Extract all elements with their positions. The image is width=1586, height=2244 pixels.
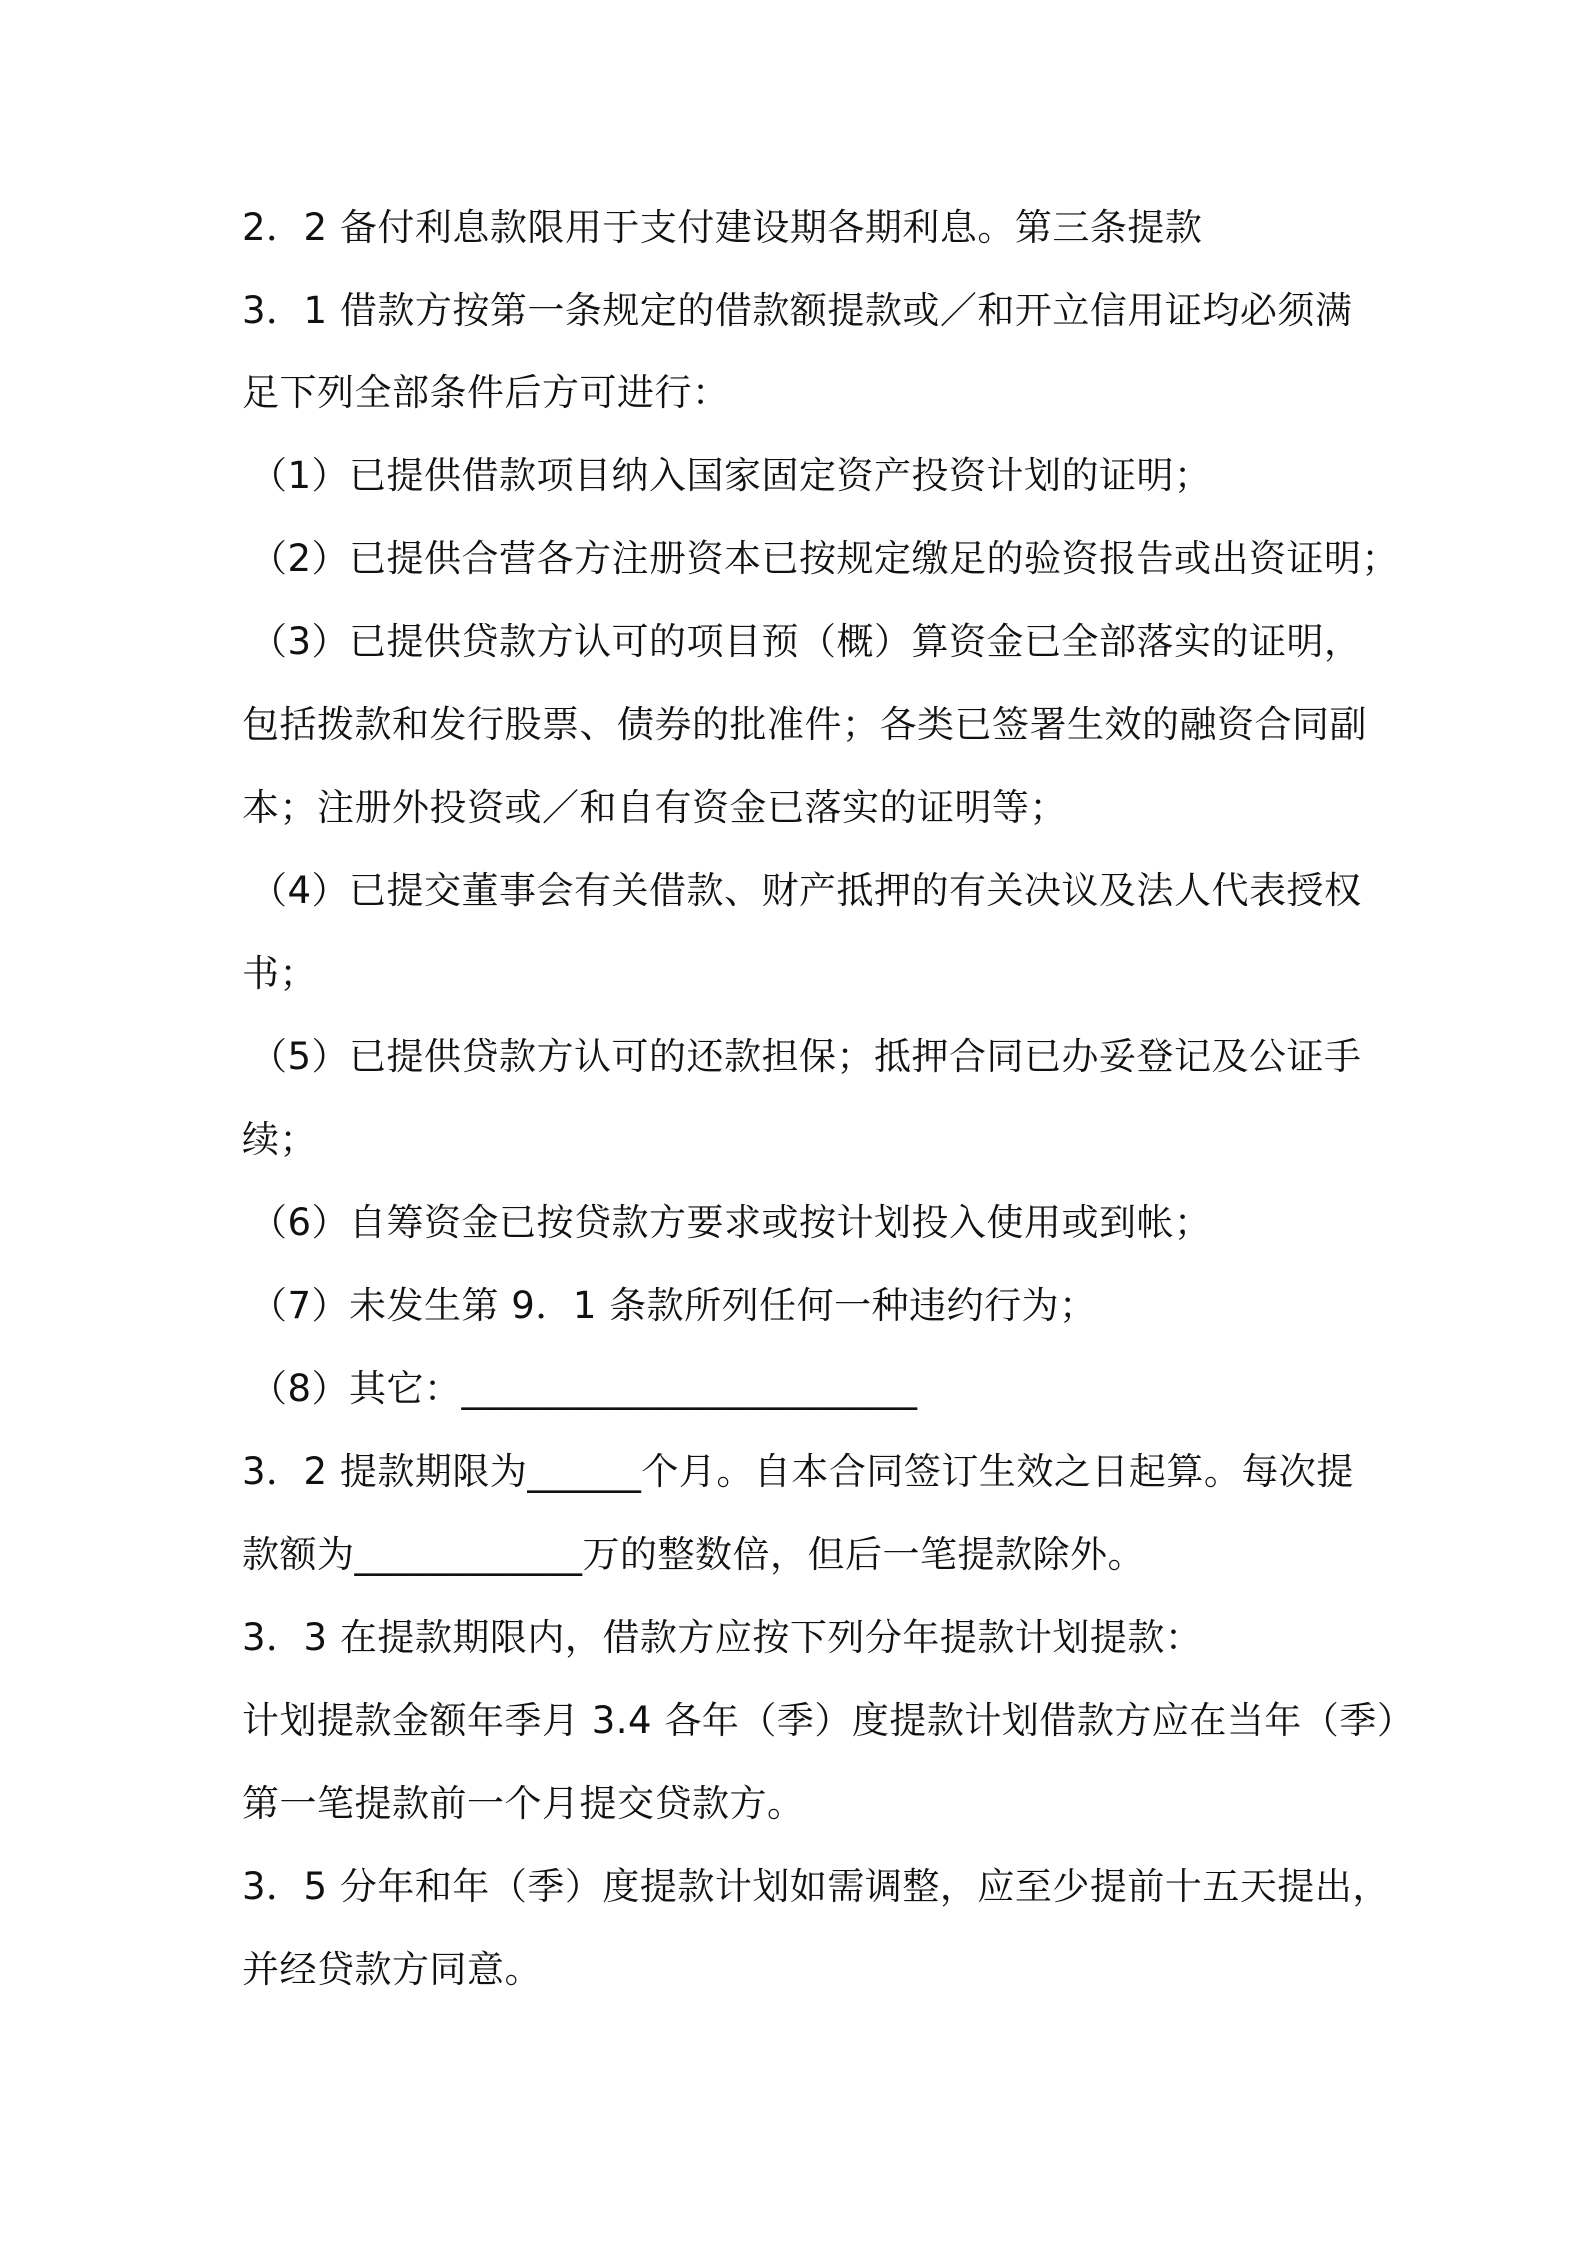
text-line: 2．2 备付利息款限用于支付建设期各期利息。第三条提款 [242,206,1203,249]
text-line: （8）其它：________________________ [250,1367,918,1410]
text-line: （1）已提供借款项目纳入国家固定资产投资计划的证明； [250,454,1212,497]
text-line: 第一笔提款前一个月提交贷款方。 [242,1782,805,1825]
text-line: 本；注册外投资或／和自有资金已落实的证明等； [242,786,1067,829]
text-line: 续； [242,1118,317,1161]
text-line: 款额为____________万的整数倍，但后一笔提款除外。 [242,1533,1145,1576]
text-line: 3．2 提款期限为______个月。自本合同签订生效之日起算。每次提 [242,1450,1354,1493]
text-line: 书； [242,952,317,995]
text-line: 包括拨款和发行股票、债券的批准件；各类已签署生效的融资合同副 [242,703,1367,746]
text-line: （6）自筹资金已按贷款方要求或按计划投入使用或到帐； [250,1201,1212,1244]
text-line: （2）已提供合营各方注册资本已按规定缴足的验资报告或出资证明； [250,537,1400,580]
text-line: （7）未发生第 9．1 条款所列任何一种违约行为； [250,1284,1097,1327]
text-line: 3．3 在提款期限内，借款方应按下列分年提款计划提款： [242,1616,1203,1659]
text-line: （5）已提供贷款方认可的还款担保；抵押合同已办妥登记及公证手 [250,1035,1362,1078]
text-line: 3．5 分年和年（季）度提款计划如需调整，应至少提前十五天提出， [242,1865,1390,1908]
text-line: 足下列全部条件后方可进行： [242,371,730,414]
text-line: 计划提款金额年季月 3.4 各年（季）度提款计划借款方应在当年（季） [242,1699,1415,1742]
text-line: （3）已提供贷款方认可的项目预（概）算资金已全部落实的证明， [250,620,1362,663]
text-line: （4）已提交董事会有关借款、财产抵押的有关决议及法人代表授权 [250,869,1362,912]
text-line: 3．1 借款方按第一条规定的借款额提款或／和开立信用证均必须满 [242,289,1353,332]
text-line: 并经贷款方同意。 [242,1948,542,1991]
